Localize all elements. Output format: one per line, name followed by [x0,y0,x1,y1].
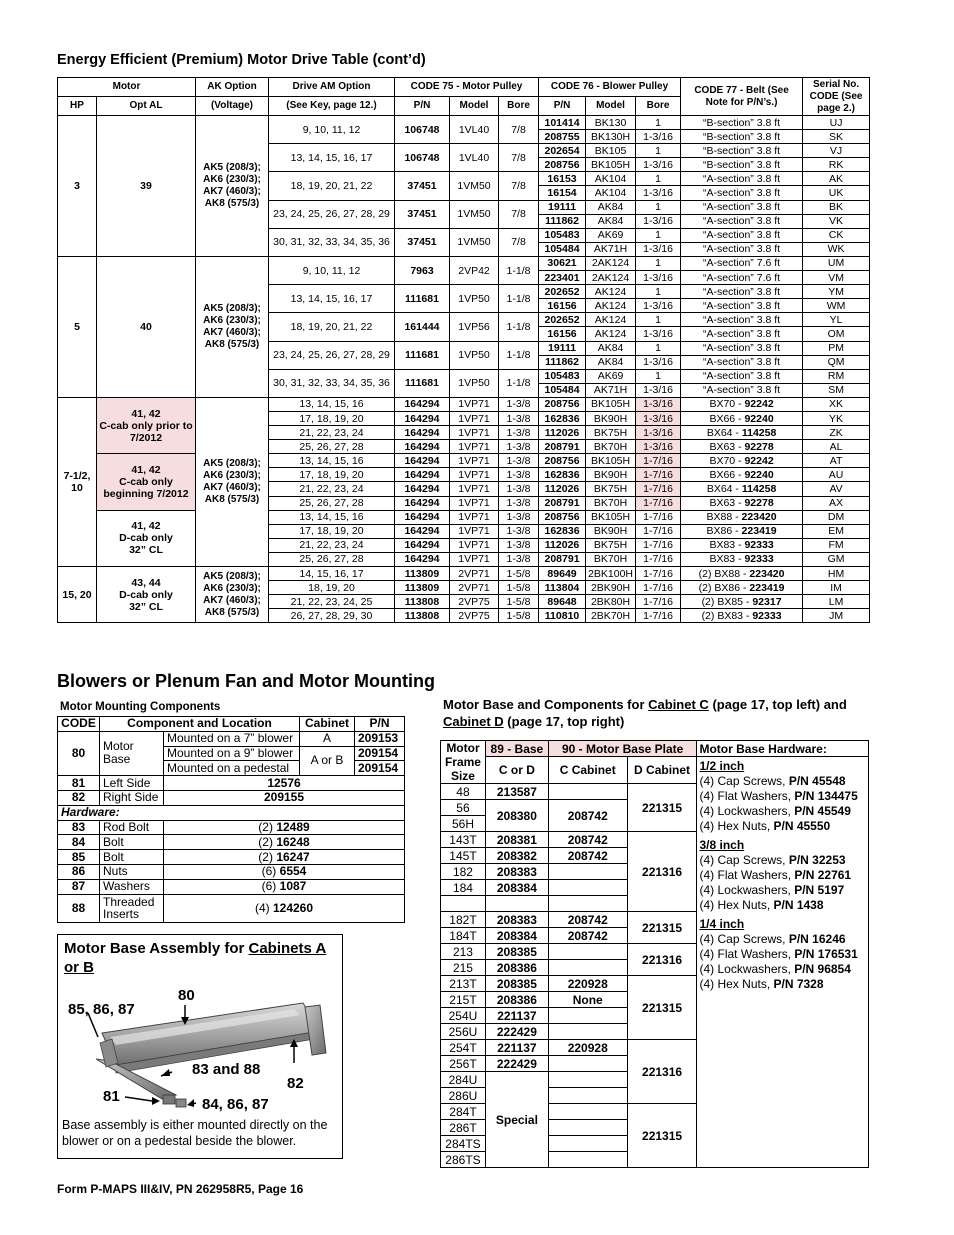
drive-table-title: Energy Efficient (Premium) Motor Drive Table (cont’d) [57,52,426,68]
cabinet-d-link: Cabinet D [443,714,504,729]
hardware-row [58,850,405,865]
header-blower-pn: P/N [539,97,586,116]
code-cell: 84 [58,835,100,850]
hardware-name: Bolt [100,850,164,865]
hardware-item-desc: (4) Hex Nuts, [699,977,774,991]
hardware-row [58,835,405,850]
hardware-item-desc: (4) Flat Washers, [699,789,795,803]
hardware-item [699,853,866,868]
mmc-header-cabinet: Cabinet [300,717,355,732]
header-serial: Serial No. CODE (See page 2.) [803,78,870,116]
mbc-header-c: C Cabinet [548,757,627,784]
hardware-item-pn: P/N 45550 [773,819,831,833]
cabinet-cell: A [300,731,355,746]
hardware-item-pn: P/N 96854 [794,962,851,976]
hardware-item [699,898,866,913]
mbc-header-frame: Motor Frame Size [441,741,486,784]
cabinet-cell: A or B [300,746,355,776]
header-motor: Motor [58,78,196,97]
callout-84-86-87: 84, 86, 87 [202,1096,269,1113]
mbc-title [443,696,853,730]
mbc-title-text: (page 17, top left) [712,697,821,712]
header-voltage: (Voltage) [196,97,269,116]
hardware-pn [164,820,405,835]
hardware-item-pn: P/N 22761 [794,868,852,882]
hardware-item-desc: (4) Lockwashers, [699,962,795,976]
callout-81: 81 [103,1088,120,1105]
hardware-name: Bolt [100,835,164,850]
hardware-qty: (6) [261,864,277,879]
code-cell: 86 [58,864,100,879]
hardware-item-pn: P/N 7328 [773,977,824,991]
hardware-item-desc: (4) Hex Nuts, [699,898,774,912]
hardware-item [699,868,866,883]
mbc-header-d: D Cabinet [627,757,697,784]
ak-option-cell: AK5 (208/3); AK6 (230/3); AK7 (460/3); AK8 (575/3) [196,567,269,623]
pn-cell: 12576 [164,776,405,791]
hardware-item [699,962,866,977]
hardware-pn [164,894,405,922]
hardware-qty: (2) [258,849,273,864]
hardware-row [58,864,405,879]
header-opt-al: Opt AL [97,97,196,116]
hardware-item-desc: (4) Lockwashers, [699,804,795,818]
header-hp: HP [58,97,97,116]
callout-82: 82 [287,1075,304,1092]
right-side-label: Right Side [100,790,164,805]
hardware-item [699,947,866,962]
hardware-name: Rod Bolt [100,820,164,835]
code-cell: 85 [58,850,100,865]
mbc-header-plate: 90 - Motor Base Plate [548,741,697,757]
code-cell: 83 [58,820,100,835]
hardware-name: Threaded Inserts [100,894,164,922]
hardware-item-pn: P/N 5197 [794,883,845,897]
motor-drive-table: Motor AK Option Drive AM Option CODE 75 - Motor Pulley CODE 76 - Blower Pulley CODE 77 - Belt (See Note for P/N’s.) Serial No. CODE (See page 2.) HP Opt AL (Voltage) (See Key, page 12.) P/N Model Bore P/N Model Bore 3 39 AK5 (208/3); AK6 (230/3); AK7 (460/3); AK8 (575/3) 9, 10, 11, 12 106748 1VL40 7/8 101414 BK130 1 “B-section” 3.8 ft UJ 208755 BK130H 1-3/16 “B-section” 3.8 ft SK 13, 14, 15, 16, 17 106748 1VL40 7/8 202654 BK105 1 “B-section” 3.8 ft VJ 208756 BK105H 1-3/16 “B-section” 3.8 ft RK 18, 19, 20, 21, 22 37451 1VM50 7/8 16153 AK104 1 “A-section” 3.8 ft AK 16154 AK104 1-3/16 “A-section” 3.8 ft UK 23, 24, 25, 26, 27, 28, 29 37451 1VM50 7/8 19111 AK84 1 “A-section” 3.8 ft BK 111862 AK84 1-3/16 “A-section” 3.8 ft VK 30, 31, 32, 33, 34, 35, 36 37451 1VM50 7/8 105483 AK69 1 “A-section” 3.8 ft CK 105484 AK71H 1-3/16 “A-section” 3.8 ft WK 5 40 AK5 (208/3); AK6 (230/3); AK7 (460/3); AK8 (575/3) 9, 10, 11, 12 7963 2VP42 1-1/8 30621 2AK124 1 “A-section” 7.6 ft UM 223401 2AK124 1-3/16 “A-section” 7.6 ft VM 13, 14, 15, 16, 17 111681 1VP50 1-1/8 202652 AK124 1 “A-section” 3.8 ft YM 16156 AK124 1-3/16 “A-section” 3.8 ft WM 18, 19, 20, 21, 22 161444 1VP56 1-1/8 202652 AK124 1 “A-section” 3.8 ft YL 16156 AK124 1-3/16 “A-section” 3.8 ft OM 23, 24, 25, 26, 27, 28, 29 111681 1VP50 1-1/8 19111 AK84 1 “A-section” 3.8 ft PM 111862 AK84 1-3/16 “A-section” 3.8 ft QM 30, 31, 32, 33, 34, 35, 36 111681 1VP50 1-1/8 105483 AK69 1 “A-section” 3.8 ft RM 105484 AK71H 1-3/16 “A-section” 3.8 ft SM 7-1/2, 10 41, 42 C-cab only prior to 7/2012 AK5 (208/3); AK6 (230/3); AK7 (460/3); AK8 (575/3) 13, 14, 15, 16 164294 1VP71 1-3/8 208756 BK105H 1-3/16 BX70 - 92242 XK 17, 18, 19, 20 164294 1VP71 1-3/8 162836 BK90H 1-3/16 BX66 - 92240 YK 21, 22, 23, 24 164294 1VP71 1-3/8 112026 BK75H 1-3/16 BX64 - 114258 ZK 25, 26, 27, 28 164294 1VP71 1-3/8 208791 BK70H 1-3/16 BX63 - 92278 AL 41, 42 C-cab only beginning 7/2012 13, 14, 15, 16 164294 1VP71 1-3/8 208756 BK105H 1-7/16 BX70 - 92242 AT 17, 18, 19, 20 164294 1VP71 1-3/8 162836 BK90H 1-7/16 BX66 - 92240 AU 21, 22, 23, 24 164294 1VP71 1-3/8 112026 BK75H 1-7/16 BX64 - 114258 AV 25, 26, 27, 28 164294 1VP71 1-3/8 208791 BK70H 1-7/16 BX63 - 92278 AX 41, 42 D-cab only 32” CL 13, 14, 15, 16 164294 1VP71 1-3/8 208756 BK105H 1-7/16 BX88 - 223420 DM 17, 18, 19, 20 164294 1VP71 1-3/8 162836 BK90H 1-7/16 BX86 - 223419 EM 21, 22, 23, 24 164294 1VP71 1-3/8 112026 BK75H 1-7/16 BX83 - 92333 FM 25, 26, 27, 28 164294 1VP71 1-3/8 208791 BK70H 1-7/16 BX83 - 92333 GM 15, 20 43, 44 D-cab only 32” CL AK5 (208/3); AK6 (230/3); AK7 (460/3); AK8 (575/3) 14, 15, 16, 17 113809 2VP71 1-5/8 89649 2BK100H 1-7/16 (2) BX88 - 223420 HM 18, 19, 20 113809 2VP71 1-5/8 113804 2BK90H 1-7/16 (2) BX86 - 223419 IM 21, 22, 23, 24, 25 113808 2VP75 1-5/8 89648 2BK80H 1-7/16 (2) BX85 - 92317 LM 26, 27, 28, 29, 30 113808 2VP75 1-5/8 110810 2BK70H 1-7/16 (2) BX83 - 92333 JM [57,77,870,623]
hardware-item-desc: (4) Cap Screws, [699,853,789,867]
hardware-pn-value: 12489 [276,819,310,834]
page-footer: Form P-MAPS III&IV, PN 262958R5, Page 16 [57,1182,304,1196]
mmc-header-pn: P/N [355,717,405,732]
hardware-pn-value: 16247 [276,849,310,864]
mbc-title-text: Motor Base and Components for [443,697,645,712]
header-see-key: (See Key, page 12.) [269,97,395,116]
hardware-size-heading: 1/4 inch [699,917,745,931]
hardware-item [699,883,866,898]
hardware-size-heading: 3/8 inch [699,838,745,852]
pn-cell: 209153 [355,731,405,746]
hardware-pn [164,864,405,879]
assembly-caption: Base assembly is either mounted directly on the blower or on a pedestal beside the blower. [62,1118,328,1148]
mbc-title-text: and [823,697,847,712]
assembly-title-text: Motor Base Assembly for [64,940,245,957]
callout-83-and-88: 83 and 88 [192,1061,261,1078]
pn-cell: 209154 [355,746,405,761]
mbc-title-text: (page 17, top right) [507,714,625,729]
hardware-row [58,894,405,922]
hardware-size-heading: 1/2 inch [699,759,745,773]
header-drive-am: Drive AM Option [269,78,395,97]
mmc-header-component: Component and Location [100,717,300,732]
pn-cell: 209155 [164,790,405,805]
hardware-item-desc: (4) Cap Screws, [699,932,789,946]
code-cell: 87 [58,879,100,894]
hardware-item-pn: P/N 45548 [788,774,846,788]
hardware-row [58,820,405,835]
hardware-item [699,819,866,834]
hardware-item [699,789,866,804]
pn-cell: 209154 [355,761,405,776]
hardware-item-pn: P/N 32253 [788,853,846,867]
hardware-pn-value: 1087 [279,879,307,894]
ak-option-cell: AK5 (208/3); AK6 (230/3); AK7 (460/3); AK8 (575/3) [196,397,269,566]
header-motor-bore: Bore [499,97,539,116]
callout-80: 80 [178,987,195,1004]
hardware-pn [164,835,405,850]
hardware-item [699,932,866,947]
header-motor-model: Model [450,97,499,116]
hardware-pn-value: 6554 [279,864,307,879]
code-cell: 82 [58,790,100,805]
mmc-title: Motor Mounting Components [60,701,221,713]
hardware-item-pn: P/N 134475 [794,789,858,803]
hardware-item-desc: (4) Hex Nuts, [699,819,774,833]
mbc-header-base: 89 - Base [485,741,548,757]
header-blower-model: Model [586,97,636,116]
header-code75: CODE 75 - Motor Pulley [395,78,539,97]
hardware-name: Washers [100,879,164,894]
hardware-item-pn: P/N 176531 [794,947,858,961]
mount-9-label: Mounted on a 9” blower [164,746,300,761]
hardware-item-desc: (4) Flat Washers, [699,947,795,961]
motor-base-hardware-list [697,757,869,1168]
code-cell: 81 [58,776,100,791]
mount-pedestal-label: Mounted on a pedestal [164,761,300,776]
hardware-pn-value: 124260 [272,900,314,915]
assembly-title-cabinets: Cabinets A or B [64,940,327,976]
hardware-pn [164,879,405,894]
hardware-qty: (4) [254,900,270,915]
left-side-label: Left Side [100,776,164,791]
mount-7-label: Mounted on a 7” blower [164,731,300,746]
motor-base-components-table: Motor Frame Size 89 - Base 90 - Motor Base Plate Motor Base Hardware: C or D C Cabinet D Cabinet 1/2 inch (4) Cap Screws, P/N 45548 (4) Flat Washers, P/N 134475 (4) Lockwashers, P/N 45549 (4) Hex Nuts, P/N 45550 3/8 inch (4) Cap Screws, P/N 32253 (4) Flat Washers, P/N 22761 (4) Lockwashers, P/N 5197 (4) Hex Nuts, P/N 1438 1/4 inch (4) Cap Screws, P/N 16246 (4) Flat Washers, P/N 176531 (4) Lockwashers, P/N 96854 (4) Hex Nuts, P/N 7328 48 213587 221315 56 208380 208742 56H 143T 208381 208742 221316 145T 208382 208742 182 208383 184 208384 182T 208383 208742 221315 184T 208384 208742 213 208385 221316 215 208386 213T 208385 220928 221315 215T 208386 None 254U 221137 256U 222429 254T 221137 220928 221316 256T 222429 284U Special 286U 284T 221315 286T 284TS 286TS [440,740,869,1168]
hardware-pn [164,850,405,865]
header-motor-pn: P/N [395,97,450,116]
hardware-item-desc: (4) Lockwashers, [699,883,795,897]
header-code76: CODE 76 - Blower Pulley [539,78,681,97]
hardware-item-desc: (4) Flat Washers, [699,868,795,882]
hardware-name: Nuts [100,864,164,879]
hardware-item-pn: P/N 1438 [773,898,824,912]
header-blower-bore: Bore [636,97,681,116]
hardware-row [58,879,405,894]
hardware-pn-value: 16248 [276,834,310,849]
hardware-qty: (6) [261,879,277,894]
hardware-qty: (2) [258,834,273,849]
mbc-header-hardware: Motor Base Hardware: [697,741,869,757]
header-ak-option: AK Option [196,78,269,97]
hardware-item [699,977,866,992]
ak-option-cell: AK5 (208/3); AK6 (230/3); AK7 (460/3); AK8 (575/3) [196,256,269,397]
callout-85-86-87: 85, 86, 87 [68,1001,135,1018]
code-cell: 80 [58,731,100,775]
mbc-header-cord: C or D [485,757,548,784]
hardware-item [699,804,866,819]
hardware-qty: (2) [258,819,273,834]
cabinet-c-link: Cabinet C [648,697,709,712]
hardware-label: Hardware: [58,805,405,820]
hardware-item-desc: (4) Cap Screws, [699,774,789,788]
blowers-section-title: Blowers or Plenum Fan and Motor Mounting [57,671,435,691]
header-code77: CODE 77 - Belt (See Note for P/N’s.) [681,78,803,116]
hardware-item-pn: P/N 45549 [794,804,851,818]
hardware-item-pn: P/N 16246 [788,932,846,946]
hardware-item [699,774,866,789]
ak-option-cell: AK5 (208/3); AK6 (230/3); AK7 (460/3); AK8 (575/3) [196,116,269,257]
motor-mounting-components-table [57,716,405,923]
motor-base-label: Motor Base [100,731,164,775]
special-cell: Special [485,1072,548,1168]
mmc-header-code: CODE [58,717,100,732]
motor-base-assembly-box [57,934,343,1159]
code-cell: 88 [58,894,100,922]
